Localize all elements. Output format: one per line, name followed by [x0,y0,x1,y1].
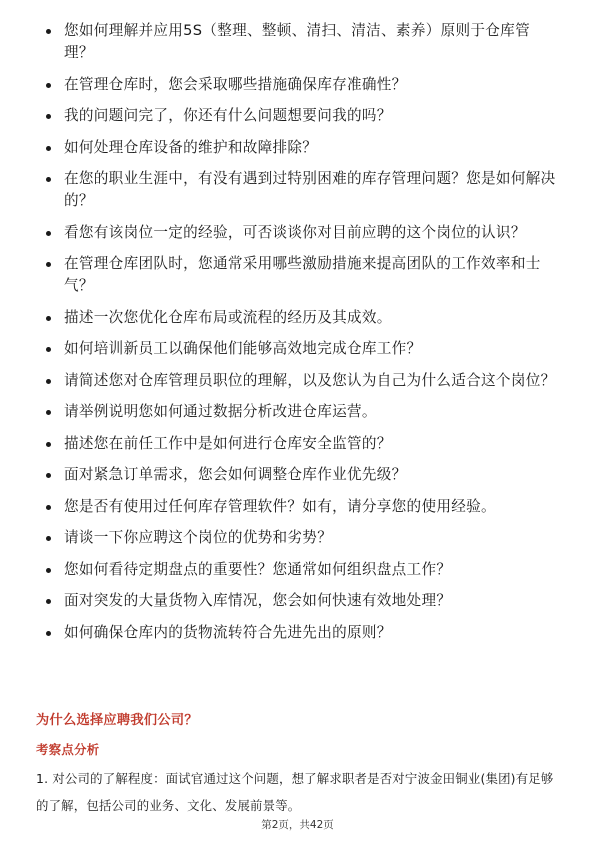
bullet-icon [46,316,51,321]
question-text: 在您的职业生涯中，有没有遇到过特别困难的库存管理问题？您是如何解决的？ [64,170,556,209]
list-item [46,496,556,518]
list-item [46,307,556,329]
list-item [46,370,556,392]
list-item [46,338,556,360]
bullet-icon [46,83,51,88]
list-item [46,137,556,159]
question-text: 在管理仓库时，您会采取哪些措施确保库存准确性？ [64,75,407,93]
question-text: 描述一次您优化仓库布局或流程的经历及其成效。 [64,308,392,326]
question-text: 如何确保仓库内的货物流转符合先进先出的原则？ [64,623,392,641]
list-item [46,464,556,486]
list-item [46,559,556,581]
question-text: 看您有该岗位一定的经验，可否谈谈你对目前应聘的这个岗位的认识？ [64,223,526,241]
bullet-icon [46,473,51,478]
bullet-icon [46,599,51,604]
page-number: 第2页，共42页 [261,819,334,831]
bullet-icon [46,505,51,510]
question-text: 请举例说明您如何通过数据分析改进仓库运营。 [64,403,377,420]
bullet-icon [46,146,51,151]
question-text: 您如何看待定期盘点的重要性？您通常如何组织盘点工作？ [64,560,452,578]
bullet-icon [46,114,51,119]
bullet-icon [46,631,51,636]
question-text: 描述您在前任工作中是如何进行仓库安全监管的？ [64,434,392,452]
list-item [46,433,556,455]
question-text: 请谈一下你应聘这个岗位的优势和劣势？ [64,529,333,546]
bullet-icon [46,568,51,573]
question-text: 面对紧急订单需求，您会如何调整仓库作业优先级？ [64,466,407,483]
list-item [46,527,556,549]
list-item [46,168,556,212]
list-item [46,253,556,297]
list-item [46,105,556,127]
question-text: 您是否有使用过任何库存管理软件？如有，请分享您的使用经验。 [64,497,496,515]
bullet-icon [46,379,51,384]
list-item [46,622,556,644]
list-item [46,74,556,96]
bullet-icon [46,347,51,352]
subsection-heading: 考察点分析 [36,742,100,757]
question-text: 如何培训新员工以确保他们能够高效地完成仓库工作？ [64,340,422,357]
bullet-icon [46,410,51,415]
bullet-icon [46,231,51,236]
bullet-icon [46,442,51,447]
question-text: 面对突发的大量货物入库情况，您会如何快速有效地处理？ [64,592,452,609]
section-heading: 为什么选择应聘我们公司？ [36,713,198,728]
bullet-icon [46,29,51,34]
question-text: 我的问题问完了，你还有什么问题想要问我的吗？ [64,107,392,124]
question-text: 您如何理解并应用5S（整理、整顿、清扫、清洁、素养）原则于仓库管理？ [64,22,530,61]
question-list [46,20,556,653]
question-text: 请简述您对仓库管理员职位的理解，以及您认为自己为什么适合这个岗位？ [64,371,556,389]
analysis-paragraph: 1. 对公司的了解程度：面试官通过这个问题，想了解求职者是否对宁波金田铜业(集团)有足够的了解，包括公司的业务、文化、发展前景等。 [36,771,554,813]
bullet-icon [46,536,51,541]
list-item [46,222,556,244]
bullet-icon [46,262,51,267]
bullet-icon [46,177,51,182]
list-item [46,401,556,423]
question-text: 在管理仓库团队时，您通常采用哪些激励措施来提高团队的工作效率和士气？ [64,255,541,294]
question-text: 如何处理仓库设备的维护和故障排除？ [64,138,318,156]
list-item [46,590,556,612]
list-item [46,20,556,64]
